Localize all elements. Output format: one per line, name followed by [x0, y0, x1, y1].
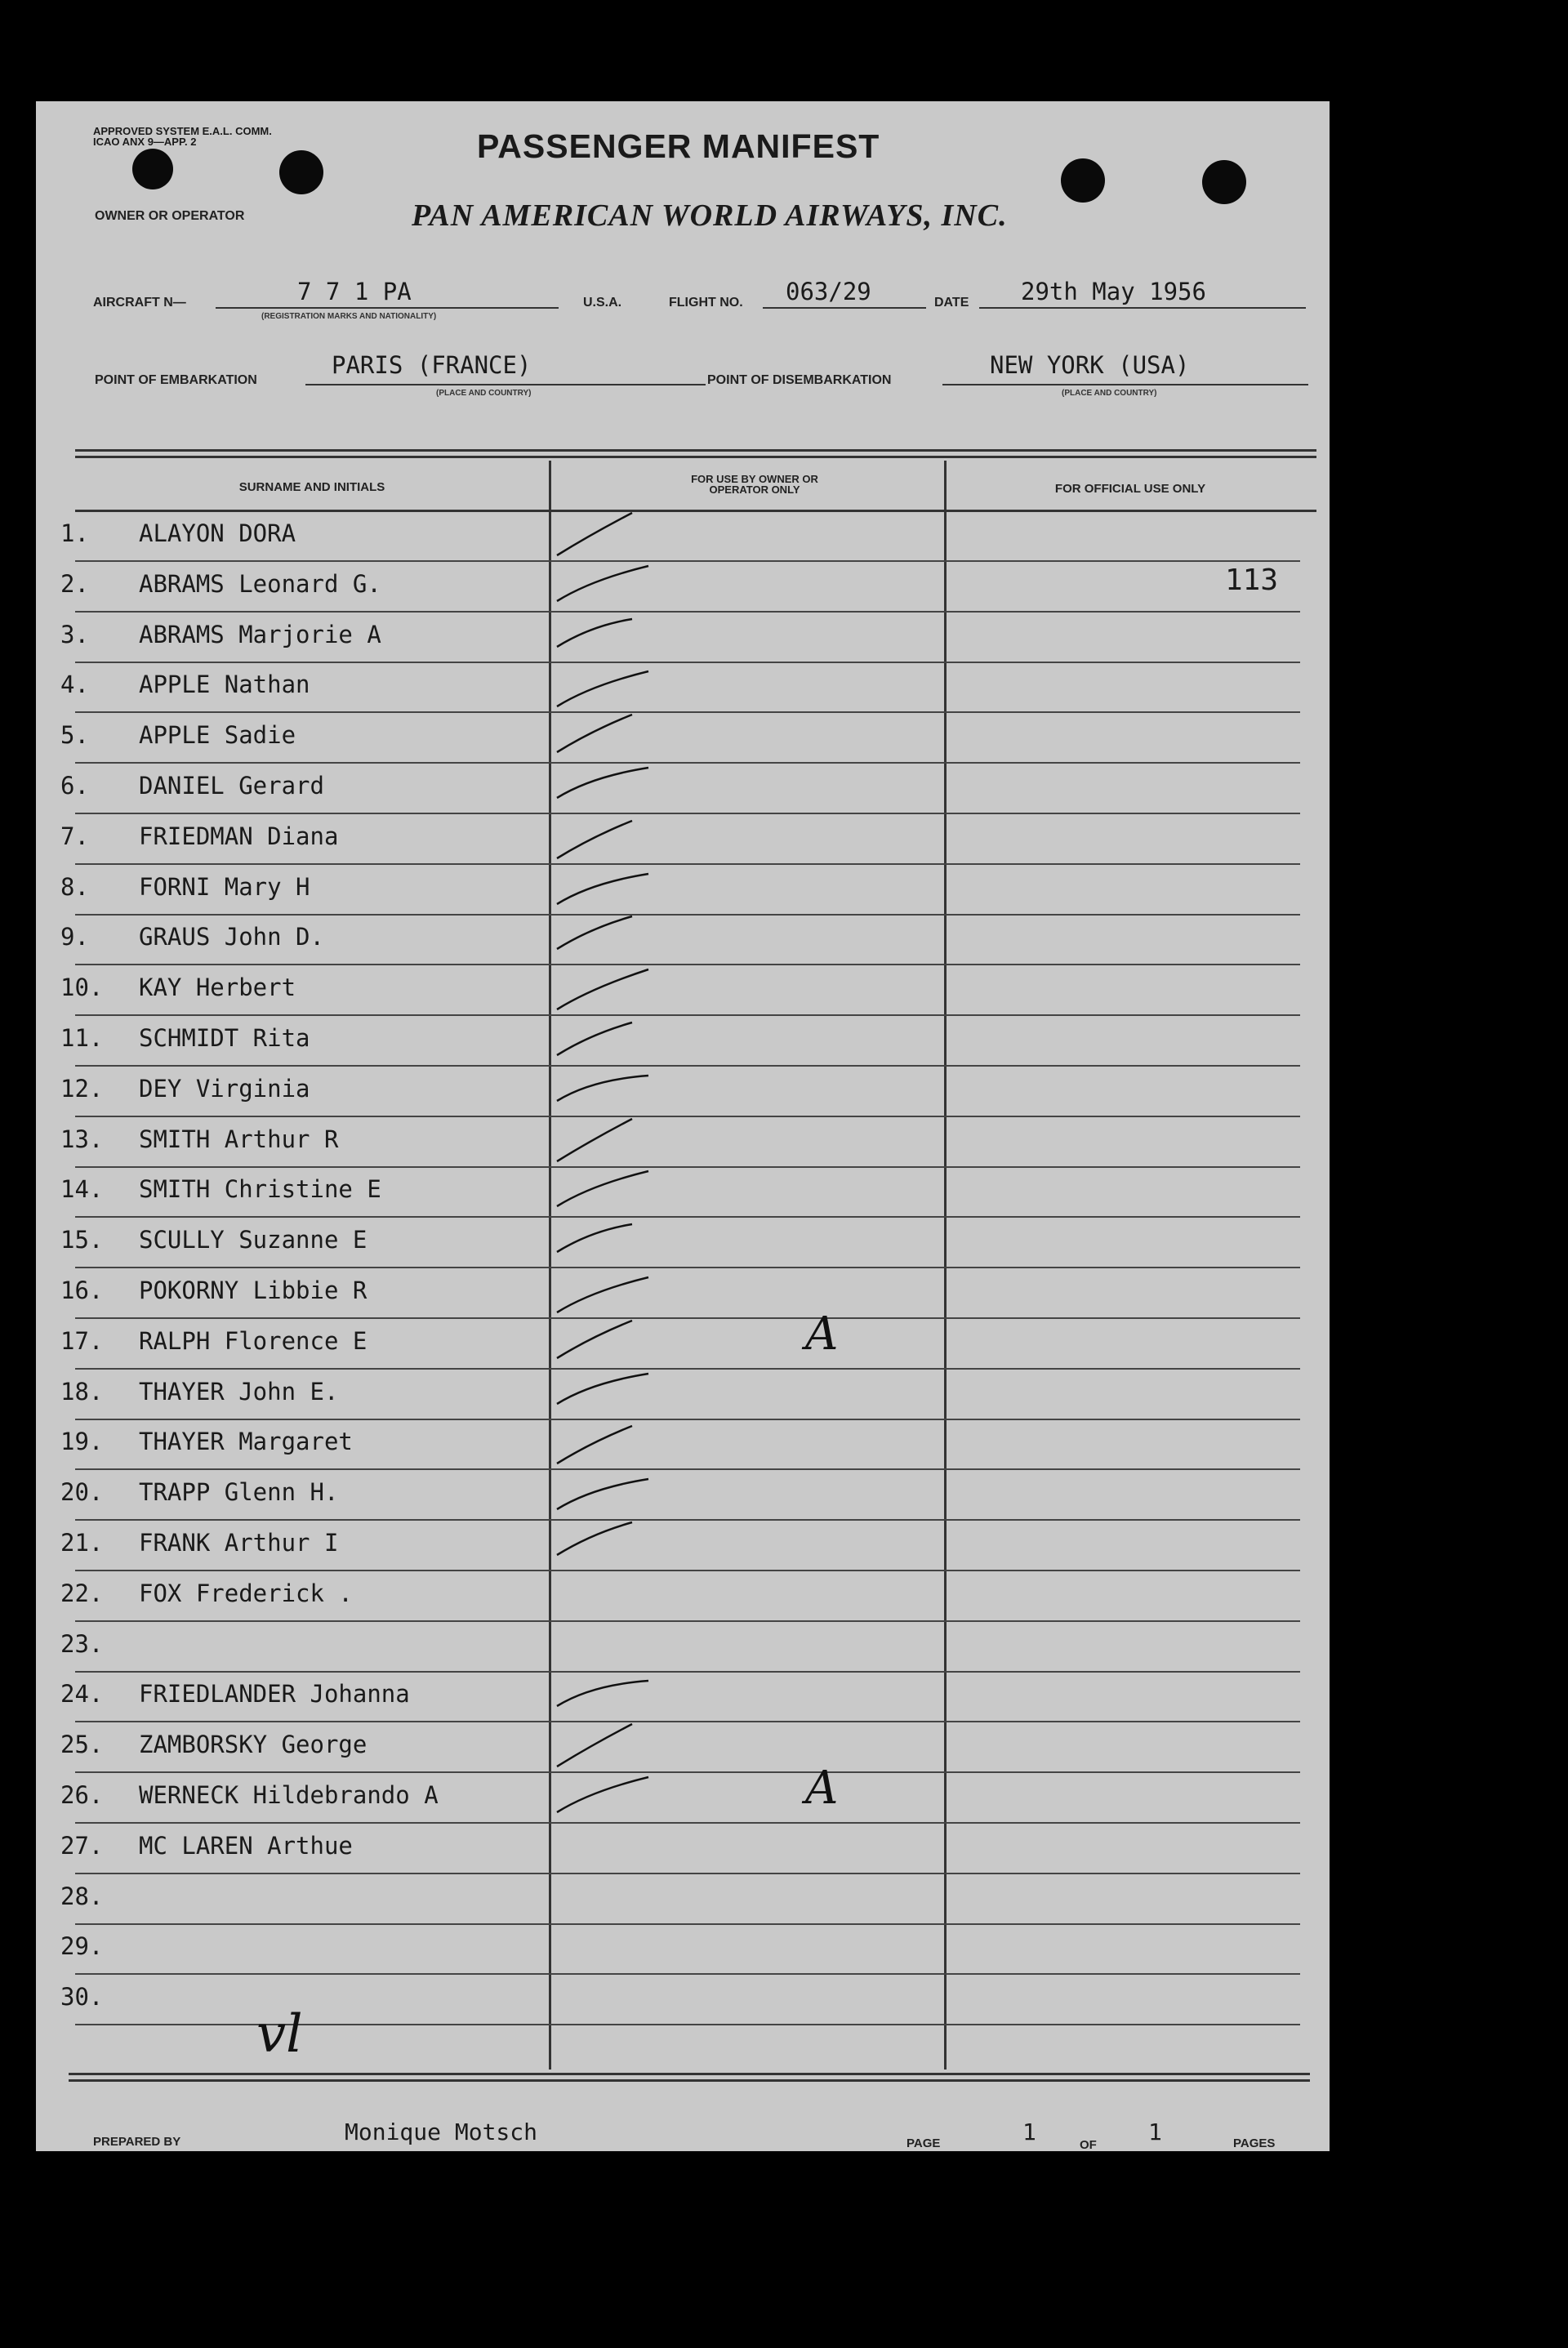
- table-top-rule: [75, 456, 1316, 458]
- passenger-row: [36, 1521, 1330, 1571]
- passenger-row: [36, 713, 1330, 764]
- row-number: 15.: [60, 1226, 104, 1254]
- passenger-row: [36, 1722, 1330, 1773]
- table-bottom-rule: [69, 2073, 1310, 2075]
- check-mark-icon: [550, 1511, 665, 1576]
- disembarkation-label: POINT OF DISEMBARKATION: [707, 373, 892, 387]
- date-label: DATE: [934, 296, 969, 310]
- page-number: 1: [1022, 2119, 1036, 2145]
- row-number: 1.: [60, 519, 89, 547]
- passenger-name: ALAYON DORA: [139, 519, 296, 547]
- row-number: 28.: [60, 1882, 104, 1910]
- row-number: 26.: [60, 1781, 104, 1809]
- passenger-row: [36, 1419, 1330, 1470]
- passenger-row: [36, 1370, 1330, 1420]
- row-number: 7.: [60, 822, 89, 850]
- official-note: 113: [1225, 563, 1279, 597]
- passenger-name: THAYER Margaret: [139, 1428, 353, 1456]
- passenger-name: TRAPP Glenn H.: [139, 1478, 339, 1507]
- pages-label: PAGES: [1233, 2136, 1276, 2150]
- handwritten-initials: vl: [256, 2004, 303, 2065]
- passenger-name: APPLE Nathan: [139, 671, 310, 699]
- passenger-row: [36, 1762, 1330, 1824]
- passenger-row: [36, 562, 1330, 613]
- passenger-name: MC LAREN Arthue: [139, 1831, 353, 1860]
- passenger-name: KAY Herbert: [139, 974, 296, 1002]
- page-label: PAGE: [906, 2136, 941, 2150]
- aircraft-sublabel: (REGISTRATION MARKS AND NATIONALITY): [261, 312, 437, 321]
- row-number: 19.: [60, 1428, 104, 1456]
- passenger-row: [36, 1622, 1330, 1673]
- usa-label: U.S.A.: [583, 296, 622, 310]
- passenger-row: [36, 1672, 1330, 1722]
- prepared-by-value: Monique Motsch: [345, 2119, 538, 2145]
- passenger-row: [36, 915, 1330, 965]
- of-label: OF: [1080, 2138, 1097, 2152]
- row-number: 22.: [60, 1579, 104, 1607]
- passenger-row: [36, 511, 1330, 562]
- row-number: 16.: [60, 1276, 104, 1304]
- flight-label: FLIGHT NO.: [669, 296, 743, 310]
- passenger-row: [36, 1307, 1330, 1370]
- punch-hole: [1061, 158, 1105, 203]
- page-total: 1: [1148, 2119, 1162, 2145]
- row-number: 21.: [60, 1529, 104, 1557]
- owner-mark: A: [805, 1307, 839, 1361]
- passenger-name: FRANK Arthur I: [139, 1529, 339, 1557]
- passenger-name: WERNECK Hildebrando A: [139, 1781, 439, 1809]
- passenger-name: FOX Frederick .: [139, 1579, 353, 1607]
- passenger-name: ZAMBORSKY George: [139, 1731, 368, 1759]
- row-number: 2.: [60, 569, 89, 598]
- owner-mark: A: [805, 1762, 839, 1815]
- flight-value: 063/29: [786, 278, 871, 305]
- prepared-by-label: PREPARED BY: [93, 2135, 181, 2149]
- row-number: 8.: [60, 872, 89, 901]
- row-number: 18.: [60, 1377, 104, 1406]
- passenger-row: [36, 965, 1330, 1016]
- table-bottom-rule: [69, 2079, 1310, 2082]
- passenger-name: FRIEDMAN Diana: [139, 822, 339, 850]
- col-surname: SURNAME AND INITIALS: [238, 480, 385, 494]
- passenger-row: [36, 1975, 1330, 2025]
- row-number: 5.: [60, 721, 89, 750]
- date-value: 29th May 1956: [1021, 278, 1206, 305]
- passenger-row: [36, 1268, 1330, 1319]
- row-number: 6.: [60, 772, 89, 800]
- passenger-name: SMITH Arthur R: [139, 1125, 339, 1153]
- embarkation-label: POINT OF EMBARKATION: [95, 373, 257, 387]
- page-title: PASSENGER MANIFEST: [477, 127, 880, 165]
- aircraft-label: AIRCRAFT N—: [93, 296, 186, 310]
- passenger-name: ABRAMS Marjorie A: [139, 620, 381, 648]
- punch-hole: [1202, 160, 1246, 204]
- disembarkation-value: NEW YORK (USA): [990, 351, 1190, 379]
- passenger-row: [36, 1824, 1330, 1874]
- row-number: 11.: [60, 1024, 104, 1052]
- passenger-row: [36, 814, 1330, 865]
- passenger-name: ABRAMS Leonard G.: [139, 569, 381, 598]
- row-number: 27.: [60, 1831, 104, 1860]
- table-top-rule: [75, 449, 1316, 452]
- passenger-row: [36, 662, 1330, 713]
- row-number: 20.: [60, 1478, 104, 1507]
- passenger-name: APPLE Sadie: [139, 721, 296, 750]
- passenger-row: [36, 1067, 1330, 1117]
- passenger-row: [36, 1874, 1330, 1925]
- row-number: 10.: [60, 974, 104, 1002]
- row-number: 29.: [60, 1932, 104, 1961]
- passenger-name: THAYER John E.: [139, 1377, 339, 1406]
- passenger-row: [36, 1470, 1330, 1521]
- row-number: 13.: [60, 1125, 104, 1153]
- passenger-name: GRAUS John D.: [139, 923, 324, 951]
- embarkation-value: PARIS (FRANCE): [332, 351, 532, 379]
- embarkation-sublabel: (PLACE AND COUNTRY): [436, 389, 532, 398]
- row-number: 24.: [60, 1680, 104, 1709]
- passenger-row: [36, 1924, 1330, 1975]
- passenger-row: [36, 764, 1330, 814]
- passenger-row: [36, 613, 1330, 663]
- row-number: 17.: [60, 1326, 104, 1355]
- row-number: 23.: [60, 1629, 104, 1658]
- row-number: 25.: [60, 1731, 104, 1759]
- check-mark-icon: [550, 1763, 665, 1829]
- passenger-name: DANIEL Gerard: [139, 772, 324, 800]
- col-owner-use: FOR USE BY OWNER OR OPERATOR ONLY: [691, 473, 818, 496]
- passenger-name: DEY Virginia: [139, 1074, 310, 1103]
- passenger-row: [36, 1016, 1330, 1067]
- passenger-row: [36, 1117, 1330, 1168]
- passenger-row: [36, 1218, 1330, 1268]
- passenger-row: [36, 865, 1330, 916]
- row-number: 12.: [60, 1074, 104, 1103]
- punch-hole: [279, 150, 323, 194]
- punch-hole: [132, 149, 173, 189]
- owner-label: OWNER OR OPERATOR: [95, 209, 245, 223]
- col-official-use: FOR OFFICIAL USE ONLY: [1054, 482, 1206, 496]
- row-number: 30.: [60, 1983, 104, 2012]
- passenger-name: SMITH Christine E: [139, 1175, 381, 1204]
- passenger-name: SCHMIDT Rita: [139, 1024, 310, 1052]
- approval-note: APPROVED SYSTEM E.A.L. COMM. ICAO ANX 9—APP. 2: [93, 125, 272, 148]
- passenger-row: [36, 1167, 1330, 1218]
- row-number: 3.: [60, 620, 89, 648]
- row-number: 4.: [60, 671, 89, 699]
- manifest-sheet: [36, 101, 1330, 2151]
- passenger-name: FRIEDLANDER Johanna: [139, 1680, 410, 1709]
- disembarkation-sublabel: (PLACE AND COUNTRY): [1062, 389, 1157, 398]
- passenger-name: RALPH Florence E: [139, 1326, 368, 1355]
- passenger-name: FORNI Mary H: [139, 872, 310, 901]
- row-number: 14.: [60, 1175, 104, 1204]
- company-name: PAN AMERICAN WORLD AIRWAYS, INC.: [412, 198, 1008, 233]
- passenger-name: SCULLY Suzanne E: [139, 1226, 368, 1254]
- row-number: 9.: [60, 923, 89, 951]
- aircraft-value: 7 7 1 PA: [297, 278, 412, 305]
- passenger-row: [36, 1571, 1330, 1622]
- passenger-name: POKORNY Libbie R: [139, 1276, 368, 1304]
